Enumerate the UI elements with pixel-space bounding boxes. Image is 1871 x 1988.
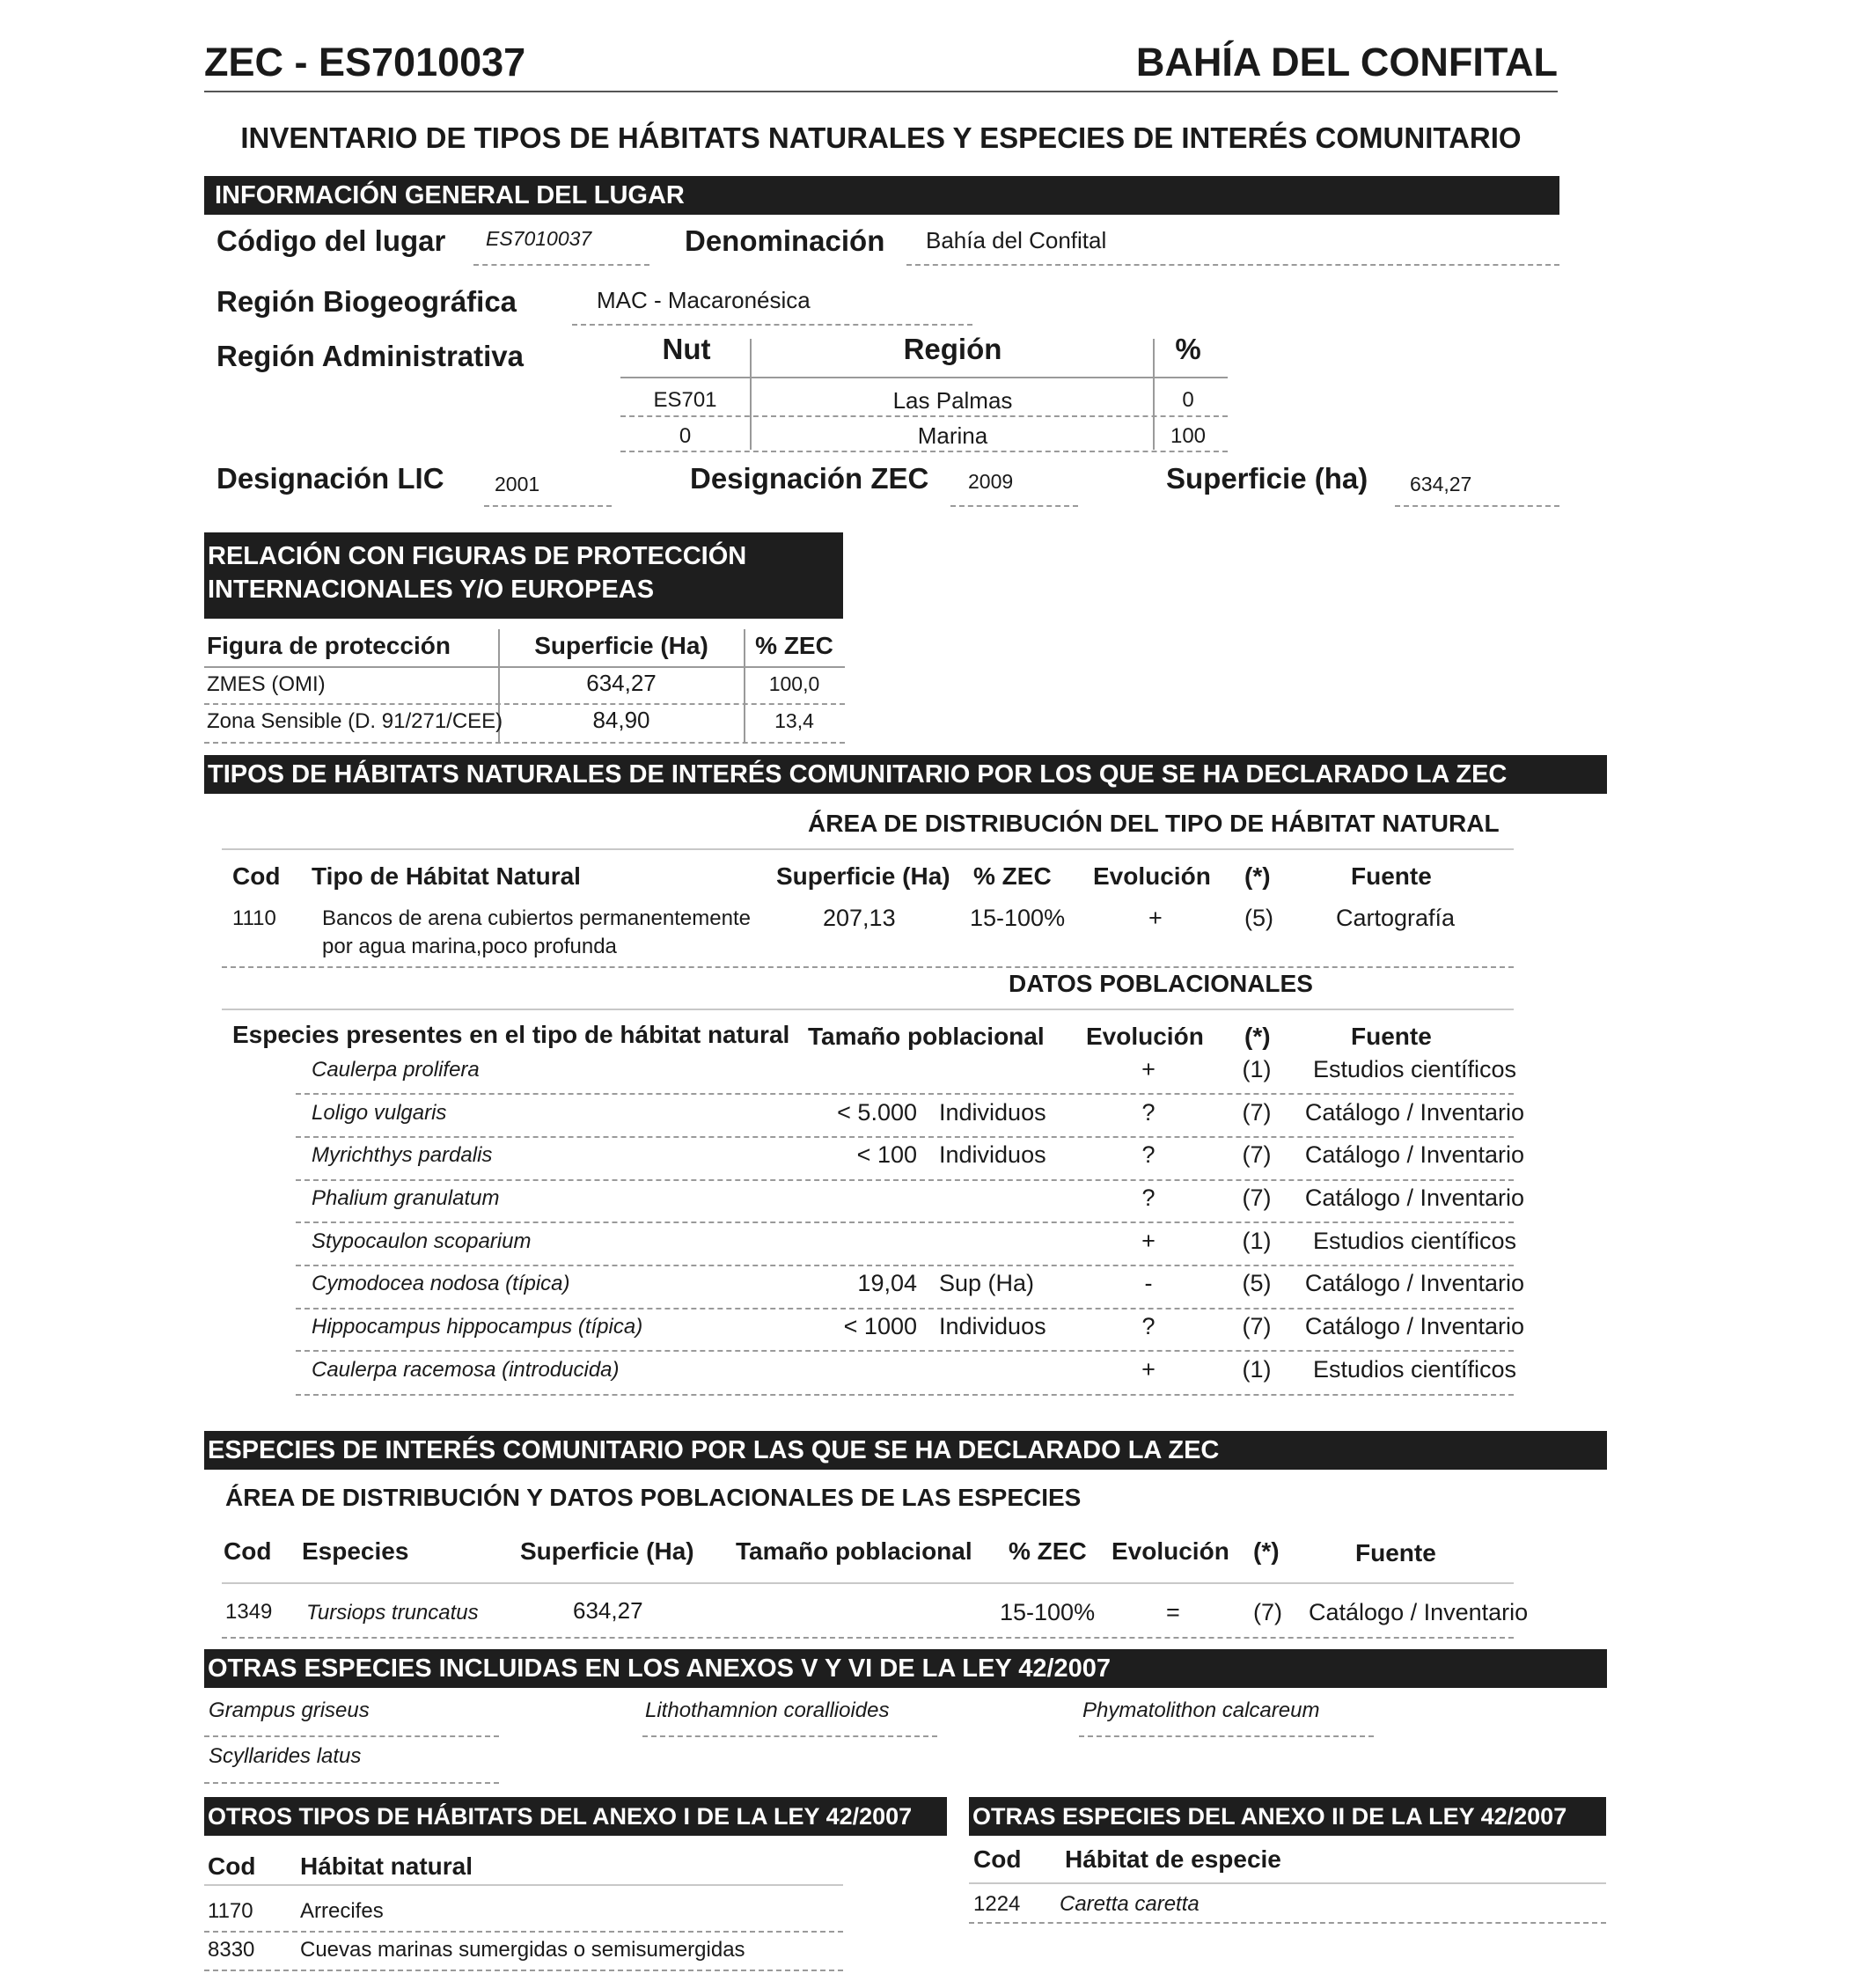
codigo-label: Código del lugar xyxy=(216,224,446,257)
inventory-subtitle: INVENTARIO DE TIPOS DE HÁBITATS NATURALES Y ESPECIES DE INTERÉS COMUNITARIO xyxy=(240,121,1522,154)
especies-header-cod: Cod xyxy=(224,1537,272,1565)
zec-underline xyxy=(950,505,1078,507)
datos-poblacionales-rule xyxy=(222,1009,1514,1010)
species-row-rule xyxy=(296,1308,1514,1309)
species-name: Caulerpa racemosa (introducida) xyxy=(312,1358,620,1382)
zec-code-title: ZEC - ES7010037 xyxy=(204,40,526,84)
protection-bar-line2: INTERNACIONALES Y/O EUROPEAS xyxy=(208,576,655,604)
zec-value: 2009 xyxy=(968,470,1014,493)
protection-row-1-zec: 100,0 xyxy=(768,672,820,695)
anexo2-header-habitat: Hábitat de especie xyxy=(1065,1845,1281,1873)
habitats-area-rule xyxy=(222,848,1514,850)
especies-header-superficie: Superficie (Ha) xyxy=(520,1537,694,1565)
anexo1-row-2-cod: 8330 xyxy=(208,1938,255,1962)
especies-header-tamano: Tamaño poblacional xyxy=(736,1537,972,1565)
region-admin-label: Región Administrativa xyxy=(216,340,524,372)
species-ref: (7) xyxy=(1242,1313,1272,1339)
species-row-rule xyxy=(296,1265,1514,1266)
otras-item: Grampus griseus xyxy=(209,1698,370,1722)
habitats-header-fuente: Fuente xyxy=(1351,862,1432,890)
habitats-header-zec: % ZEC xyxy=(973,862,1052,890)
protection-header-figura: Figura de protección xyxy=(207,632,451,659)
protection-row-2-rule xyxy=(204,742,845,744)
species-ref: (1) xyxy=(1242,1356,1272,1383)
species-ref: (5) xyxy=(1242,1270,1272,1296)
anexo2-header-cod: Cod xyxy=(973,1845,1022,1873)
species-row-rule xyxy=(296,1179,1514,1181)
admin-row-2-region: Marina xyxy=(917,422,988,449)
admin-row-1-percent: 0 xyxy=(1182,388,1194,412)
anexo2-bar: OTRAS ESPECIES DEL ANEXO II DE LA LEY 42/2007 xyxy=(969,1797,1606,1836)
otras-bar: OTRAS ESPECIES INCLUIDAS EN LOS ANEXOS V Y VI DE LA LEY 42/2007 xyxy=(204,1649,1607,1688)
region-bio-underline xyxy=(572,324,972,326)
especies-row-rule xyxy=(222,1637,1514,1639)
anexo1-bar: OTROS TIPOS DE HÁBITATS DEL ANEXO I DE LA LEY 42/2007 xyxy=(204,1797,947,1836)
anexo1-row-1-rule xyxy=(204,1931,843,1933)
habitats-header-tipo: Tipo de Hábitat Natural xyxy=(312,862,581,890)
species-row-rule xyxy=(296,1136,1514,1138)
protection-header-zec: % ZEC xyxy=(755,632,833,659)
anexo1-row-1-cod: 1170 xyxy=(208,1899,253,1923)
anexo1-header-habitat: Hábitat natural xyxy=(300,1852,473,1880)
species-name: Phalium granulatum xyxy=(312,1186,500,1210)
species-header-especies: Especies presentes en el tipo de hábitat natural xyxy=(232,1021,790,1048)
species-unit: Individuos xyxy=(939,1313,1046,1339)
species-fuente: Estudios científicos xyxy=(1312,1228,1517,1254)
otras-item: Lithothamnion corallioides xyxy=(645,1698,890,1722)
species-header-evolucion: Evolución xyxy=(1086,1023,1204,1050)
habitat-row-rule xyxy=(222,966,1514,968)
especies-header-especies: Especies xyxy=(302,1537,409,1565)
protection-bar-line1: RELACIÓN CON FIGURAS DE PROTECCIÓN xyxy=(208,542,747,570)
species-evo: ? xyxy=(1141,1099,1156,1126)
habitat-row-superficie: 207,13 xyxy=(823,905,896,931)
protection-row-1-superficie: 634,27 xyxy=(586,670,657,696)
species-evo: + xyxy=(1141,1356,1156,1383)
admin-header-region: Región xyxy=(903,333,1002,365)
species-size: 19,04 xyxy=(857,1270,917,1296)
protection-row-2-superficie: 84,90 xyxy=(592,707,650,733)
admin-row-1-rule xyxy=(620,415,1228,417)
protection-row-1-figura: ZMES (OMI) xyxy=(207,672,326,696)
habitat-row-ref: (5) xyxy=(1244,905,1273,931)
otras-item-rule xyxy=(204,1782,499,1784)
protection-bar xyxy=(204,532,843,619)
especies-row-superficie: 634,27 xyxy=(573,1597,643,1624)
species-unit: Individuos xyxy=(939,1141,1046,1168)
superficie-label: Superficie (ha) xyxy=(1166,462,1368,495)
species-fuente: Estudios científicos xyxy=(1312,1356,1517,1383)
especies-header-ref: (*) xyxy=(1253,1537,1280,1565)
protection-row-2-zec: 13,4 xyxy=(774,709,814,732)
species-size: < 100 xyxy=(856,1141,917,1168)
zec-label: Designación ZEC xyxy=(690,462,929,495)
species-size: < 1000 xyxy=(843,1313,917,1339)
protection-row-2-figura: Zona Sensible (D. 91/271/CEE) xyxy=(207,709,503,733)
species-header-tamano: Tamaño poblacional xyxy=(808,1023,1045,1050)
site-name-title: BAHÍA DEL CONFITAL xyxy=(1135,40,1558,84)
species-header-fuente: Fuente xyxy=(1351,1023,1432,1050)
admin-row-2-percent: 100 xyxy=(1170,424,1207,448)
anexo2-row-1-rule xyxy=(969,1922,1606,1924)
especies-header-zec: % ZEC xyxy=(1009,1537,1087,1565)
admin-header-percent: % xyxy=(1175,333,1201,365)
species-evo: ? xyxy=(1141,1185,1156,1211)
anexo1-row-2-habitat: Cuevas marinas sumergidas o semisumergidas xyxy=(300,1938,745,1962)
species-fuente: Catálogo / Inventario xyxy=(1304,1185,1525,1211)
species-row-rule xyxy=(296,1350,1514,1352)
especies-row-evolucion: = xyxy=(1166,1599,1180,1625)
species-ref: (1) xyxy=(1242,1228,1272,1254)
especies-row-ref: (7) xyxy=(1253,1599,1282,1625)
species-evo: + xyxy=(1141,1056,1156,1082)
species-fuente: Estudios científicos xyxy=(1312,1056,1517,1082)
species-evo: ? xyxy=(1141,1313,1156,1339)
protection-header-rule xyxy=(204,666,845,668)
habitat-row-evolucion: + xyxy=(1148,905,1163,931)
species-fuente: Catálogo / Inventario xyxy=(1304,1313,1525,1339)
species-evo: + xyxy=(1141,1228,1156,1254)
habitats-bar: TIPOS DE HÁBITATS NATURALES DE INTERÉS COMUNITARIO POR LOS QUE SE HA DECLARADO LA ZEC xyxy=(204,755,1607,794)
anexo1-row-1-habitat: Arrecifes xyxy=(300,1899,384,1923)
habitat-row-fuente: Cartografía xyxy=(1336,905,1456,931)
habitat-row-zec: 15-100% xyxy=(970,905,1066,931)
otras-item-rule xyxy=(204,1735,499,1737)
species-unit: Individuos xyxy=(939,1099,1046,1126)
species-name: Caulerpa prolifera xyxy=(312,1058,480,1082)
admin-row-2-nut: 0 xyxy=(679,424,692,448)
habitats-header-superficie: Superficie (Ha) xyxy=(776,862,950,890)
species-size: < 5.000 xyxy=(837,1099,917,1126)
species-name: Stypocaulon scoparium xyxy=(312,1229,532,1253)
protection-row-1-rule xyxy=(204,703,845,705)
species-name: Cymodocea nodosa (típica) xyxy=(312,1272,570,1295)
otras-item-rule xyxy=(1079,1735,1374,1737)
species-ref: (7) xyxy=(1242,1185,1272,1211)
habitat-row-tipo-line2: por agua marina,poco profunda xyxy=(322,935,617,958)
lic-value: 2001 xyxy=(495,473,540,495)
otras-item: Scyllarides latus xyxy=(209,1744,362,1768)
especies-area-title: ÁREA DE DISTRIBUCIÓN Y DATOS POBLACIONALES DE LAS ESPECIES xyxy=(225,1484,1082,1511)
superficie-underline xyxy=(1395,505,1559,507)
datos-poblacionales-title: DATOS POBLACIONALES xyxy=(1009,970,1313,997)
codigo-underline xyxy=(473,264,649,266)
species-ref: (1) xyxy=(1242,1056,1272,1082)
admin-row-1-region: Las Palmas xyxy=(892,387,1013,414)
general-info-bar: INFORMACIÓN GENERAL DEL LUGAR xyxy=(204,176,1559,215)
species-row-rule xyxy=(296,1093,1514,1095)
species-ref: (7) xyxy=(1242,1141,1272,1168)
admin-header-rule xyxy=(620,377,1228,378)
header-rule xyxy=(204,91,1558,92)
anexo1-row-2-rule xyxy=(204,1970,843,1971)
especies-bar: ESPECIES DE INTERÉS COMUNITARIO POR LAS QUE SE HA DECLARADO LA ZEC xyxy=(204,1431,1607,1470)
admin-row-2-rule xyxy=(620,451,1228,452)
lic-underline xyxy=(484,505,612,507)
otras-item: Phymatolithon calcareum xyxy=(1082,1698,1320,1722)
species-fuente: Catálogo / Inventario xyxy=(1304,1270,1525,1296)
protection-header-superficie: Superficie (Ha) xyxy=(534,632,708,659)
species-name: Myrichthys pardalis xyxy=(312,1143,493,1167)
especies-header-fuente: Fuente xyxy=(1355,1539,1436,1566)
species-unit: Sup (Ha) xyxy=(939,1270,1035,1296)
especies-row-especie: Tursiops truncatus xyxy=(306,1601,479,1625)
species-ref: (7) xyxy=(1242,1099,1272,1126)
habitat-row-cod: 1110 xyxy=(232,906,276,930)
superficie-value: 634,27 xyxy=(1410,473,1472,495)
species-name: Loligo vulgaris xyxy=(312,1101,447,1125)
especies-row-fuente: Catálogo / Inventario xyxy=(1309,1599,1529,1625)
anexo2-row-1-cod: 1224 xyxy=(973,1892,1021,1916)
anexo2-row-1-habitat: Caretta caretta xyxy=(1060,1892,1200,1916)
anexo1-header-cod: Cod xyxy=(208,1852,256,1880)
admin-col-divider-1 xyxy=(750,339,752,450)
species-fuente: Catálogo / Inventario xyxy=(1304,1099,1525,1126)
denominacion-underline xyxy=(906,264,1559,266)
admin-header-nut: Nut xyxy=(662,333,711,365)
region-bio-label: Región Biogeográfica xyxy=(216,285,517,318)
habitats-header-cod: Cod xyxy=(232,862,281,890)
habitat-row-tipo-line1: Bancos de arena cubiertos permanentemente xyxy=(322,906,751,930)
especies-row-zec: 15-100% xyxy=(1000,1599,1096,1625)
especies-header-evolucion: Evolución xyxy=(1112,1537,1229,1565)
anexo2-header-rule xyxy=(969,1882,1606,1884)
species-row-rule xyxy=(296,1394,1514,1396)
lic-label: Designación LIC xyxy=(216,462,444,495)
denominacion-label: Denominación xyxy=(685,224,885,257)
otras-item-rule xyxy=(642,1735,937,1737)
anexo1-header-rule xyxy=(204,1884,843,1886)
especies-row-cod: 1349 xyxy=(225,1600,273,1624)
species-row-rule xyxy=(296,1221,1514,1223)
species-evo: - xyxy=(1144,1270,1153,1296)
admin-row-1-nut: ES701 xyxy=(653,388,717,412)
species-name: Hippocampus hippocampus (típica) xyxy=(312,1315,643,1339)
denominacion-value: Bahía del Confital xyxy=(926,227,1107,253)
species-evo: ? xyxy=(1141,1141,1156,1168)
species-header-ref: (*) xyxy=(1244,1023,1271,1050)
especies-header-rule xyxy=(222,1582,1514,1584)
habitats-header-evolucion: Evolución xyxy=(1093,862,1211,890)
habitats-header-ref: (*) xyxy=(1244,862,1271,890)
region-bio-value: MAC - Macaronésica xyxy=(597,287,811,313)
species-fuente: Catálogo / Inventario xyxy=(1304,1141,1525,1168)
codigo-value: ES7010037 xyxy=(486,227,592,250)
habitats-area-title: ÁREA DE DISTRIBUCIÓN DEL TIPO DE HÁBITAT NATURAL xyxy=(808,810,1500,837)
